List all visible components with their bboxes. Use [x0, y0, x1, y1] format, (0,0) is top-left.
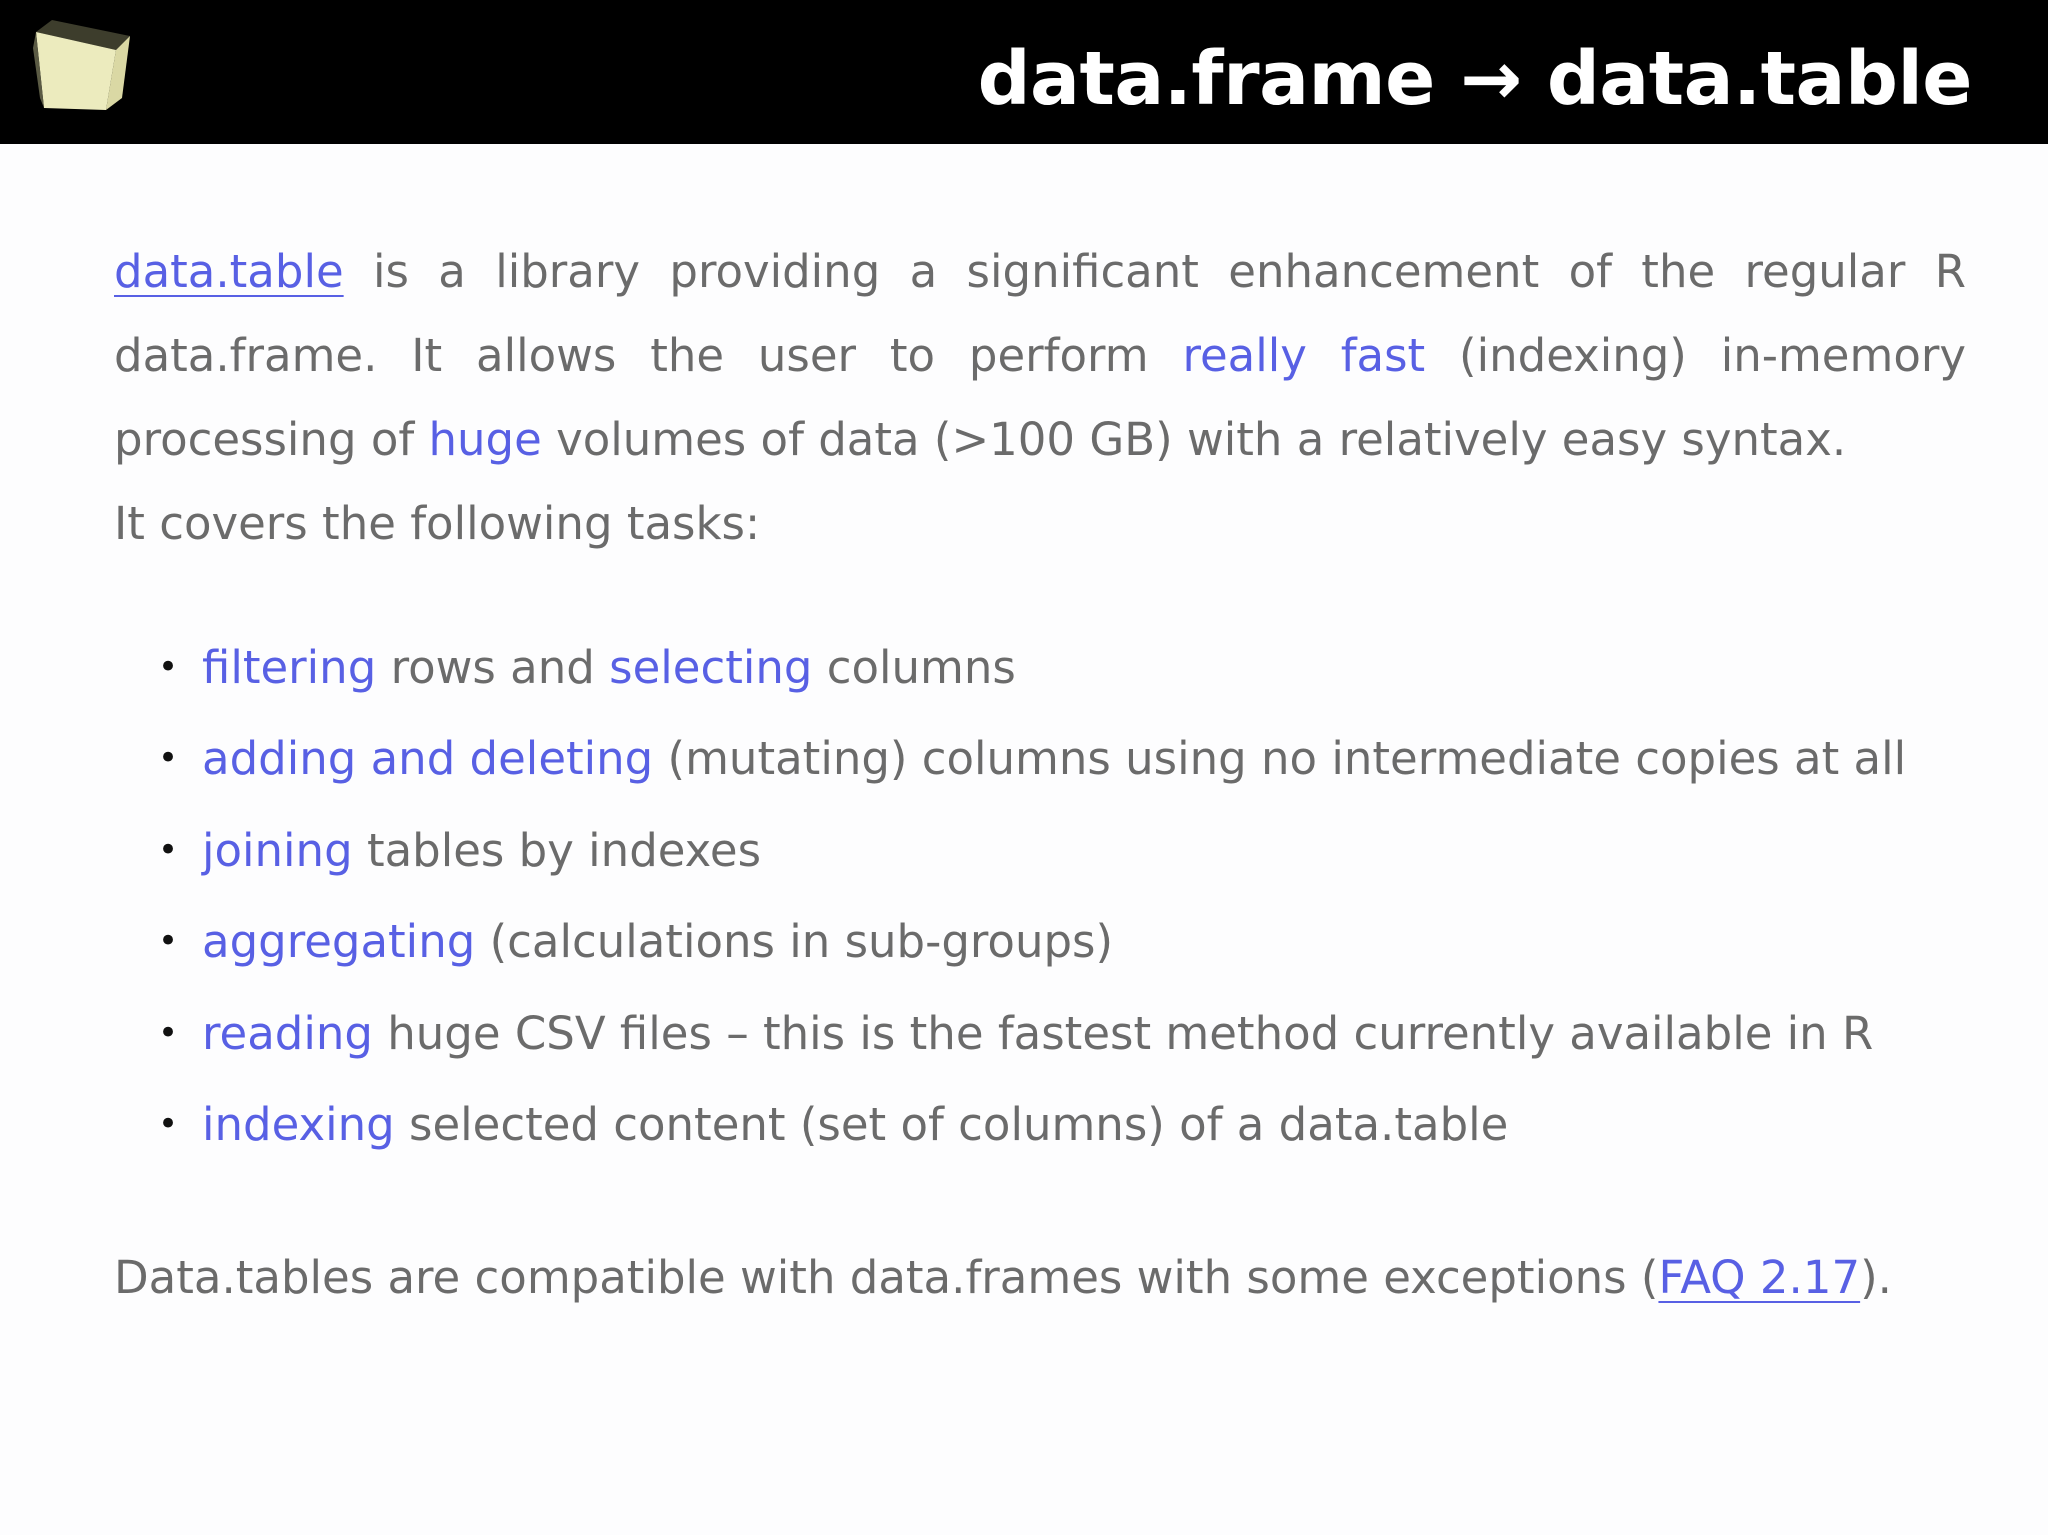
- task-text: huge CSV files – this is the fastest method currently available in R: [372, 1006, 1874, 1060]
- list-item: [158, 805, 1988, 896]
- task-keyword: filtering: [202, 641, 377, 694]
- task-keyword: adding and deleting: [202, 732, 654, 786]
- huge-highlight: huge: [428, 413, 542, 466]
- task-keyword: indexing: [202, 1097, 395, 1151]
- slide-title: data.frame → data.table: [977, 36, 1972, 122]
- data-table-link[interactable]: data.table: [114, 245, 344, 298]
- footer-text-2: ).: [1860, 1251, 1892, 1304]
- intro-text-1: is a library providing a significant enhancement of the regular R data.frame. It allows the user to perform: [114, 245, 1966, 382]
- list-item: [158, 988, 1988, 1079]
- task-list: [158, 622, 1988, 1170]
- bullet-icon: •: [158, 647, 179, 687]
- slide-content: [114, 230, 1966, 1304]
- list-item: [158, 896, 1988, 987]
- intro-line-2: It covers the following tasks:: [114, 497, 761, 550]
- task-keyword: selecting: [609, 641, 813, 694]
- task-text: tables by indexes: [352, 823, 762, 877]
- list-item: [158, 713, 1988, 804]
- bullet-icon: •: [158, 829, 179, 870]
- task-keyword: reading: [202, 1006, 373, 1060]
- task-text: (calculations in sub-groups): [475, 915, 1114, 969]
- bullet-icon: •: [158, 921, 179, 962]
- task-text: rows and: [376, 641, 610, 694]
- bullet-icon: •: [158, 738, 179, 779]
- faq-link[interactable]: FAQ 2.17: [1658, 1251, 1861, 1304]
- bullet-icon: •: [158, 1012, 179, 1053]
- slide-header: [0, 0, 2048, 144]
- footer-text-1: Data.tables are compatible with data.frames with some exceptions (: [114, 1251, 1659, 1304]
- task-keyword: aggregating: [202, 915, 476, 969]
- list-item: [158, 622, 1988, 713]
- list-item: [158, 1079, 1988, 1170]
- intro-text-3: volumes of data (>100 GB) with a relatively easy syntax.: [541, 413, 1847, 466]
- task-text: columns: [812, 641, 1016, 694]
- task-text: selected content (set of columns) of a data.table: [394, 1097, 1509, 1151]
- bullet-icon: •: [158, 1103, 179, 1144]
- intro-text-2: (indexing) in-memory processing of: [114, 329, 1966, 466]
- task-keyword: joining: [202, 823, 353, 877]
- intro-paragraph: [114, 230, 1966, 566]
- task-text: (mutating) columns using no intermediate copies at all: [653, 732, 1907, 786]
- really-fast-highlight: really fast: [1182, 329, 1426, 382]
- cube-icon: [30, 18, 136, 114]
- compatibility-note: [114, 1236, 1892, 1320]
